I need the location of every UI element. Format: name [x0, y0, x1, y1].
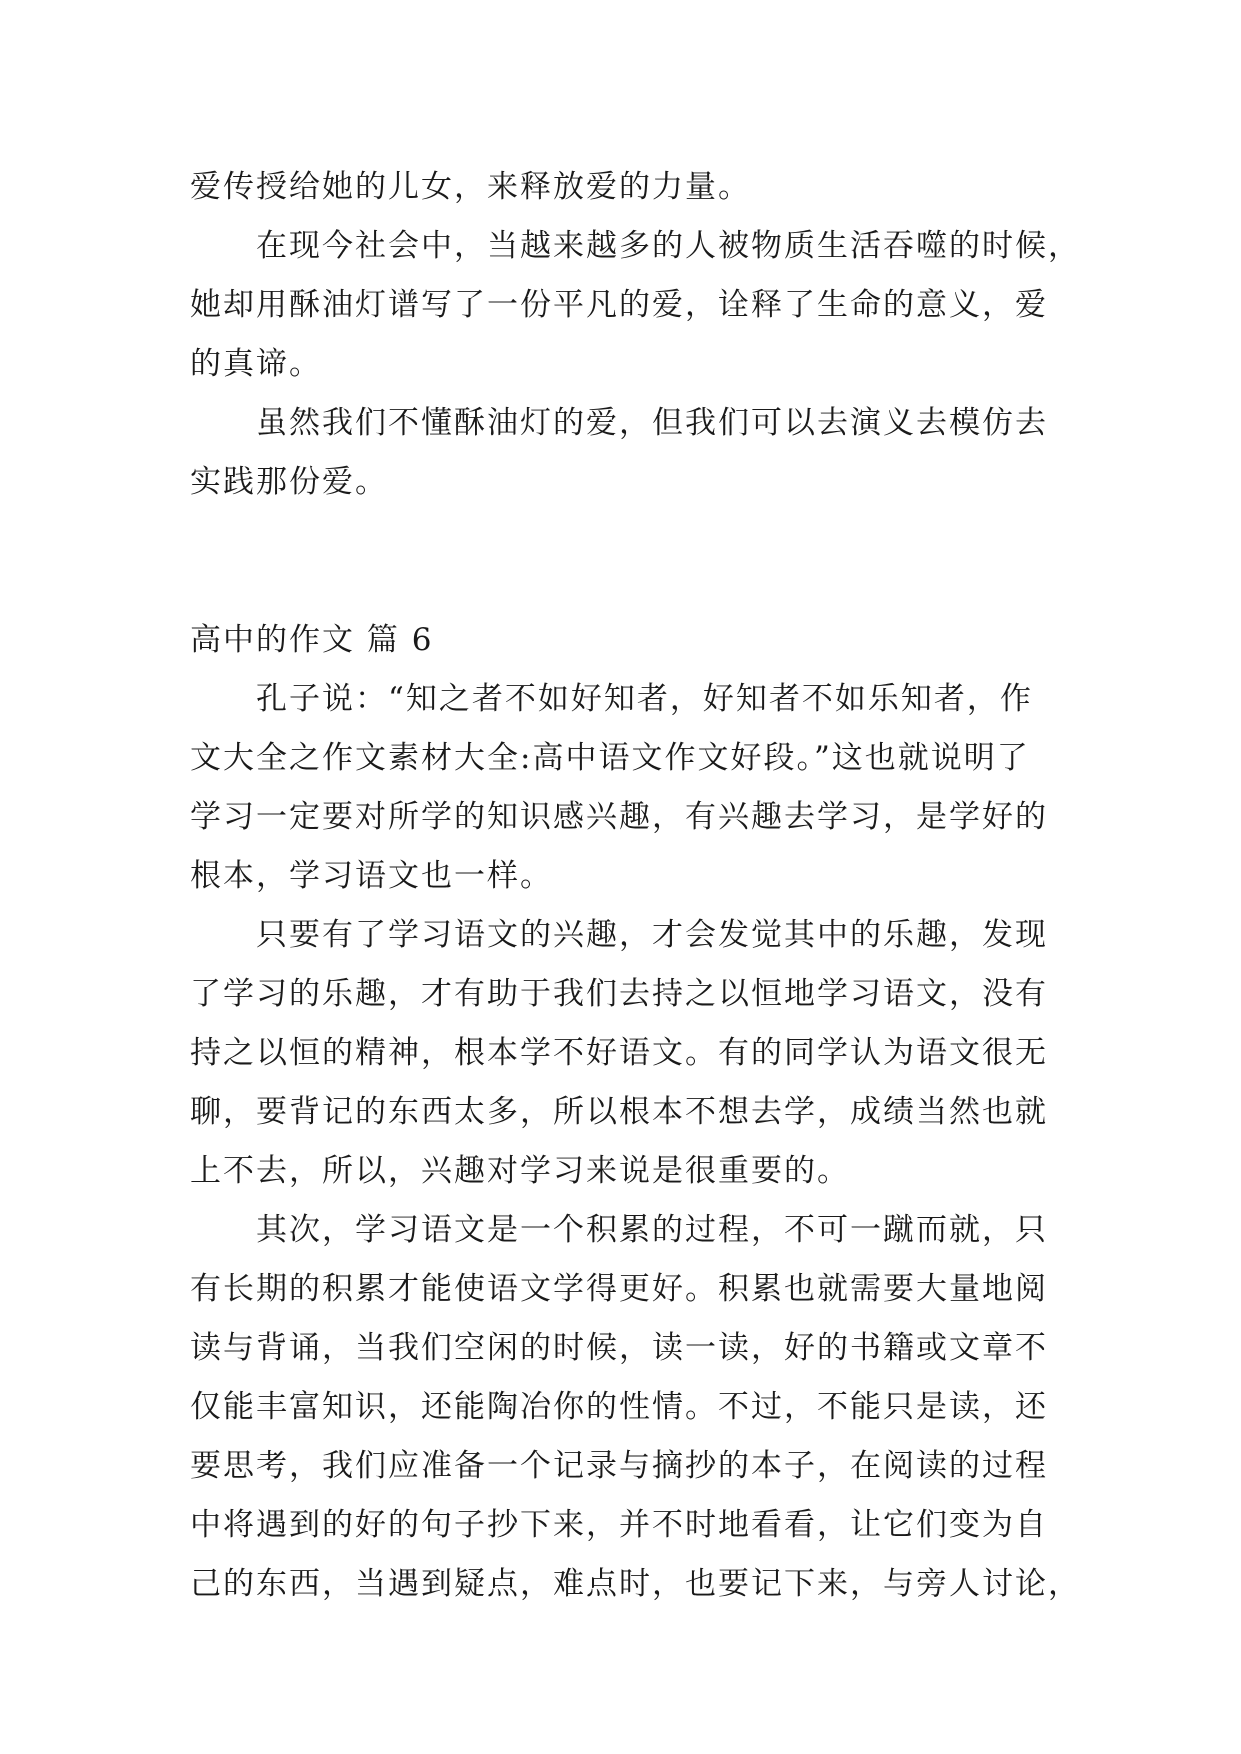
- text-line: 她却用酥油灯谱写了一份平凡的爱，诠释了生命的意义，爱: [190, 287, 1048, 323]
- text-line: 虽然我们不懂酥油灯的爱，但我们可以去演义去模仿去: [190, 405, 1048, 441]
- text-line: 聊，要背记的东西太多，所以根本不想去学，成绩当然也就: [190, 1094, 1048, 1130]
- text-line: 爱传授给她的儿女，来释放爱的力量。: [190, 169, 751, 205]
- text-line: 己的东西，当遇到疑点，难点时，也要记下来，与旁人讨论，: [190, 1566, 1081, 1602]
- text-line: 只要有了学习语文的兴趣，才会发觉其中的乐趣，发现: [190, 917, 1048, 953]
- essay-heading: 高中的作文 篇 6: [190, 622, 434, 658]
- text-line: 孔子说：“知之者不如好知者，好知者不如乐知者，作: [190, 681, 1033, 717]
- top-section: [190, 158, 1090, 512]
- text-line: 实践那份爱。: [190, 464, 388, 500]
- text-line: 根本，学习语文也一样。: [190, 858, 553, 894]
- text-line: 在现今社会中，当越来越多的人被物质生活吞噬的时候，: [190, 228, 1081, 264]
- text-line: 持之以恒的精神，根本学不好语文。有的同学认为语文很无: [190, 1035, 1048, 1071]
- text-line: 有长期的积累才能使语文学得更好。积累也就需要大量地阅: [190, 1271, 1048, 1307]
- section-gap: [190, 512, 1090, 611]
- text-line: 文大全之作文素材大全:高中语文作文好段。”这也就说明了: [190, 740, 1030, 776]
- text-line: 的真谛。: [190, 346, 322, 382]
- text-line: 了学习的乐趣，才有助于我们去持之以恒地学习语文，没有: [190, 976, 1048, 1012]
- text-line: 中将遇到的好的句子抄下来，并不时地看看，让它们变为自: [190, 1507, 1048, 1543]
- text-line: 上不去，所以，兴趣对学习来说是很重要的。: [190, 1153, 850, 1189]
- text-line: 要思考，我们应准备一个记录与摘抄的本子，在阅读的过程: [190, 1448, 1048, 1484]
- document-body: [190, 158, 1090, 1614]
- text-line: 仅能丰富知识，还能陶冶你的性情。不过，不能只是读，还: [190, 1389, 1048, 1425]
- text-line: 学习一定要对所学的知识感兴趣，有兴趣去学习，是学好的: [190, 799, 1048, 835]
- essay-section: [190, 611, 1090, 1614]
- text-line: 读与背诵，当我们空闲的时候，读一读，好的书籍或文章不: [190, 1330, 1048, 1366]
- text-line: 其次，学习语文是一个积累的过程，不可一蹴而就，只: [190, 1212, 1048, 1248]
